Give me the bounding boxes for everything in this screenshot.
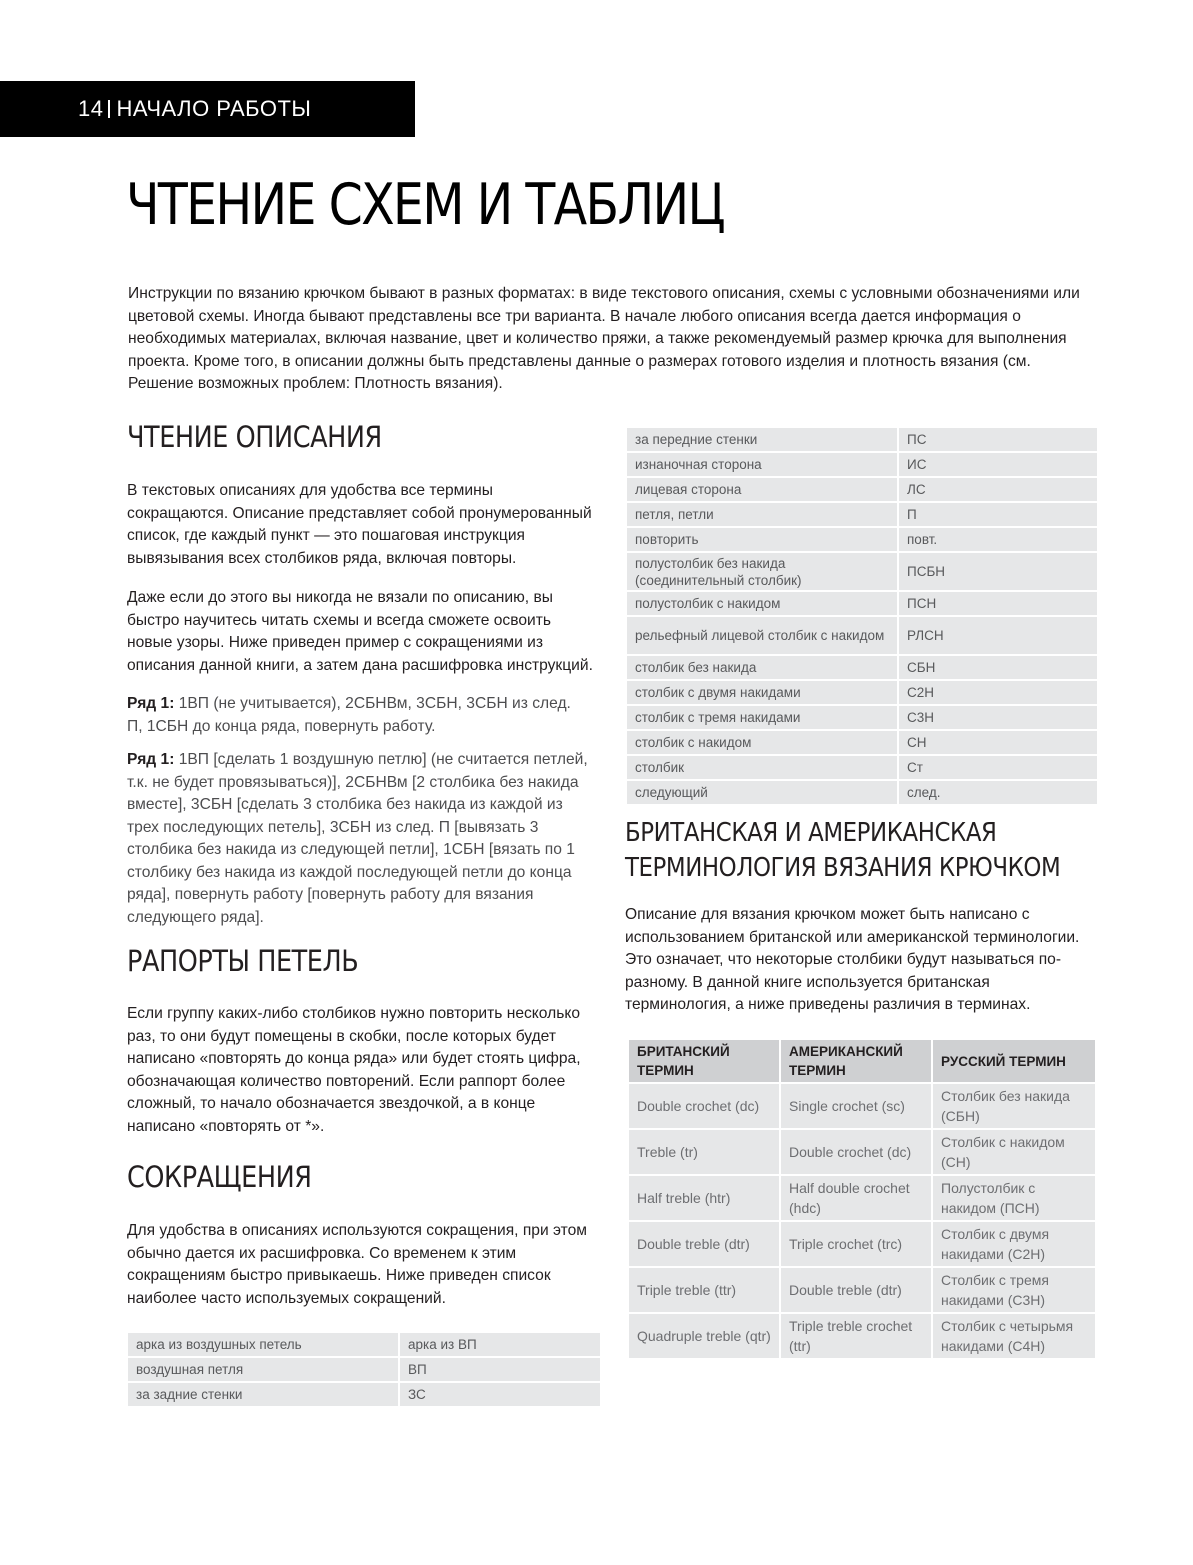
abbreviations-table-left — [128, 1331, 600, 1408]
table-row — [627, 706, 1097, 729]
abbr-cell: повт. — [899, 528, 1097, 551]
table-row — [629, 1176, 1095, 1220]
reading-paragraph-2: Даже если до этого вы никогда не вязали по описанию, вы быстро научитесь читать схемы и всегда сможете освоить новые узоры. Ниже приведен пример с сокращениями из описания данной книги, а затем дана расшифровка инструкций. — [127, 589, 593, 674]
column-header-american: АМЕРИКАНСКИЙ ТЕРМИН — [781, 1040, 931, 1082]
row-text-long: 1ВП [сделать 1 воздушную петлю] (не считается петлей, т.к. не будет провязываться)], 2СБНВм [2 столбика без накида вместе], 3СБН [сделать 3 столбика без накида из каждой из трех последующих петель], 3СБН из след. П [вывязать 3 столбика без накида из следующей петли], 1СБН [вязать по 1 столбику без накида из каждой последующей петли до конца ряда], повернуть работу [повернуть работу для вязания следующего ряда]. — [127, 751, 588, 926]
term-cell: арка из воздушных петель — [128, 1333, 398, 1356]
russian-term: Столбик с четырьмя накидами (С4Н) — [933, 1314, 1095, 1358]
british-term: Quadruple treble (qtr) — [629, 1314, 779, 1358]
term-cell: следующий — [627, 781, 897, 804]
abbr-cell: СН — [899, 731, 1097, 754]
row-label: Ряд 1: — [127, 695, 175, 712]
table-row — [629, 1130, 1095, 1174]
british-term: Treble (tr) — [629, 1130, 779, 1174]
header-separator — [108, 100, 110, 118]
page-number: 14 — [78, 96, 104, 121]
repeats-paragraph: Если группу каких-либо столбиков нужно повторить несколько раз, то они будут помещены в скобки, после которых будет написано «повторять до конца ряда» или будет стоять цифра, обозначающая количество повторений. Если раппорт более сложный, то начало обозначается звездочкой, а в конце написано «повторять от *». — [127, 1005, 581, 1135]
table-row — [128, 1333, 600, 1356]
reading-heading: ЧТЕНИЕ ОПИСАНИЯ — [127, 420, 382, 454]
abbr-cell: ИС — [899, 453, 1097, 476]
abbr-cell: П — [899, 503, 1097, 526]
column-header-british: БРИТАНСКИЙ ТЕРМИН — [629, 1040, 779, 1082]
russian-term: Полустолбик с накидом (ПСН) — [933, 1176, 1095, 1220]
table-row — [629, 1084, 1095, 1128]
british-term: Half treble (htr) — [629, 1176, 779, 1220]
terminology-table — [627, 1038, 1097, 1360]
table-row — [627, 428, 1097, 451]
abbr-cell: ЗС — [400, 1383, 600, 1406]
british-term: Double crochet (dc) — [629, 1084, 779, 1128]
abbr-cell: Ст — [899, 756, 1097, 779]
page-title: ЧТЕНИЕ СХЕМ И ТАБЛИЦ — [126, 172, 724, 238]
table-row — [627, 656, 1097, 679]
american-term: Half double crochet (hdc) — [781, 1176, 931, 1220]
table-row — [627, 731, 1097, 754]
term-cell: изнаночная сторона — [627, 453, 897, 476]
term-cell: повторить — [627, 528, 897, 551]
terminology-paragraph: Описание для вязания крючком может быть написано с использованием британской или американской терминологии. Это означает, что некоторые столбики будут называться по-разному. В данной книге используется британская терминология, а ниже приведены различия в терминах. — [625, 906, 1080, 1013]
russian-term: Столбик без накида (СБН) — [933, 1084, 1095, 1128]
table-row — [627, 756, 1097, 779]
term-cell: столбик без накида — [627, 656, 897, 679]
table-row — [627, 681, 1097, 704]
table-row — [627, 528, 1097, 551]
abbr-cell: ПС — [899, 428, 1097, 451]
british-term: Double treble (dtr) — [629, 1222, 779, 1266]
row-example-long — [127, 749, 597, 929]
table-row — [629, 1222, 1095, 1266]
abbreviations-heading: СОКРАЩЕНИЯ — [127, 1160, 312, 1194]
term-cell: столбик — [627, 756, 897, 779]
table-row — [627, 781, 1097, 804]
term-cell: за передние стенки — [627, 428, 897, 451]
table-row — [627, 617, 1097, 654]
russian-term: Столбик с двумя накидами (С2Н) — [933, 1222, 1095, 1266]
table-row — [627, 592, 1097, 615]
abbr-cell: ПСБН — [899, 553, 1097, 590]
table-row — [629, 1268, 1095, 1312]
american-term: Double crochet (dc) — [781, 1130, 931, 1174]
abbr-cell: арка из ВП — [400, 1333, 600, 1356]
abbr-cell: СБН — [899, 656, 1097, 679]
row-label: Ряд 1: — [127, 751, 175, 768]
page-header — [0, 81, 415, 137]
intro-paragraph: Инструкции по вязанию крючком бывают в разных форматах: в виде текстового описания, схемы с условными обозначениями или цветовой схемы. Иногда бывают представлены все три варианта. В начале любого описания всегда дается информация о необходимых материалах, включая название, цвет и количество пряжи, а также рекомендуемый размер крючка для выполнения проекта. Кроме того, в описании должны быть представлены данные о размерах готового изделия и плотность вязания (см. Решение возможных проблем: Плотность вязания). — [128, 285, 1080, 392]
abbr-cell: след. — [899, 781, 1097, 804]
section-title: НАЧАЛО РАБОТЫ — [116, 96, 312, 121]
repeats-heading: РАПОРТЫ ПЕТЕЛЬ — [127, 944, 359, 978]
term-cell: лицевая сторона — [627, 478, 897, 501]
abbr-cell: РЛСН — [899, 617, 1097, 654]
term-cell: полустолбик с накидом — [627, 592, 897, 615]
reading-paragraph-1: В текстовых описаниях для удобства все термины сокращаются. Описание представляет собой пронумерованный список, где каждый пункт — это пошаговая инструкция вывязывания всех столбиков ряда, включая повторы. — [127, 482, 592, 567]
row-text-short: 1ВП (не учитывается), 2СБНВм, 3СБН, 3СБН из след. П, 1СБН до конца ряда, повернуть работу. — [127, 695, 571, 735]
abbreviations-paragraph: Для удобства в описаниях используются сокращения, при этом обычно дается их расшифровка. Со временем к этим сокращениям быстро привыкаешь. Ниже приведен список наиболее часто используемых сокращений. — [127, 1222, 587, 1307]
column-header-russian: РУССКИЙ ТЕРМИН — [933, 1040, 1095, 1082]
russian-term: Столбик с накидом (СН) — [933, 1130, 1095, 1174]
abbr-cell: ЛС — [899, 478, 1097, 501]
abbreviations-table-right — [627, 426, 1097, 806]
table-row — [629, 1314, 1095, 1358]
table-row — [627, 553, 1097, 590]
american-term: Triple treble crochet (ttr) — [781, 1314, 931, 1358]
abbr-cell: С2Н — [899, 681, 1097, 704]
table-row — [627, 503, 1097, 526]
abbr-cell: С3Н — [899, 706, 1097, 729]
terminology-heading-line-1: БРИТАНСКАЯ И АМЕРИКАНСКАЯ — [625, 818, 997, 848]
table-row — [128, 1358, 600, 1381]
term-cell: столбик с тремя накидами — [627, 706, 897, 729]
term-cell: полустолбик без накида (соединительный столбик) — [627, 553, 897, 590]
abbr-cell: ВП — [400, 1358, 600, 1381]
terminology-heading — [625, 816, 1060, 886]
abbr-cell: ПСН — [899, 592, 1097, 615]
term-cell: петля, петли — [627, 503, 897, 526]
table-header-row — [629, 1040, 1095, 1082]
row-example-short — [127, 693, 577, 738]
term-cell: воздушная петля — [128, 1358, 398, 1381]
american-term: Double treble (dtr) — [781, 1268, 931, 1312]
term-cell: столбик с двумя накидами — [627, 681, 897, 704]
russian-term: Столбик с тремя накидами (С3Н) — [933, 1268, 1095, 1312]
table-row — [627, 478, 1097, 501]
term-cell: столбик с накидом — [627, 731, 897, 754]
term-cell: за задние стенки — [128, 1383, 398, 1406]
term-cell: рельефный лицевой столбик с накидом — [627, 617, 897, 654]
table-row — [128, 1383, 600, 1406]
american-term: Single crochet (sc) — [781, 1084, 931, 1128]
british-term: Triple treble (ttr) — [629, 1268, 779, 1312]
american-term: Triple crochet (trc) — [781, 1222, 931, 1266]
table-row — [627, 453, 1097, 476]
terminology-heading-line-2: ТЕРМИНОЛОГИЯ ВЯЗАНИЯ КРЮЧКОМ — [625, 853, 1061, 883]
